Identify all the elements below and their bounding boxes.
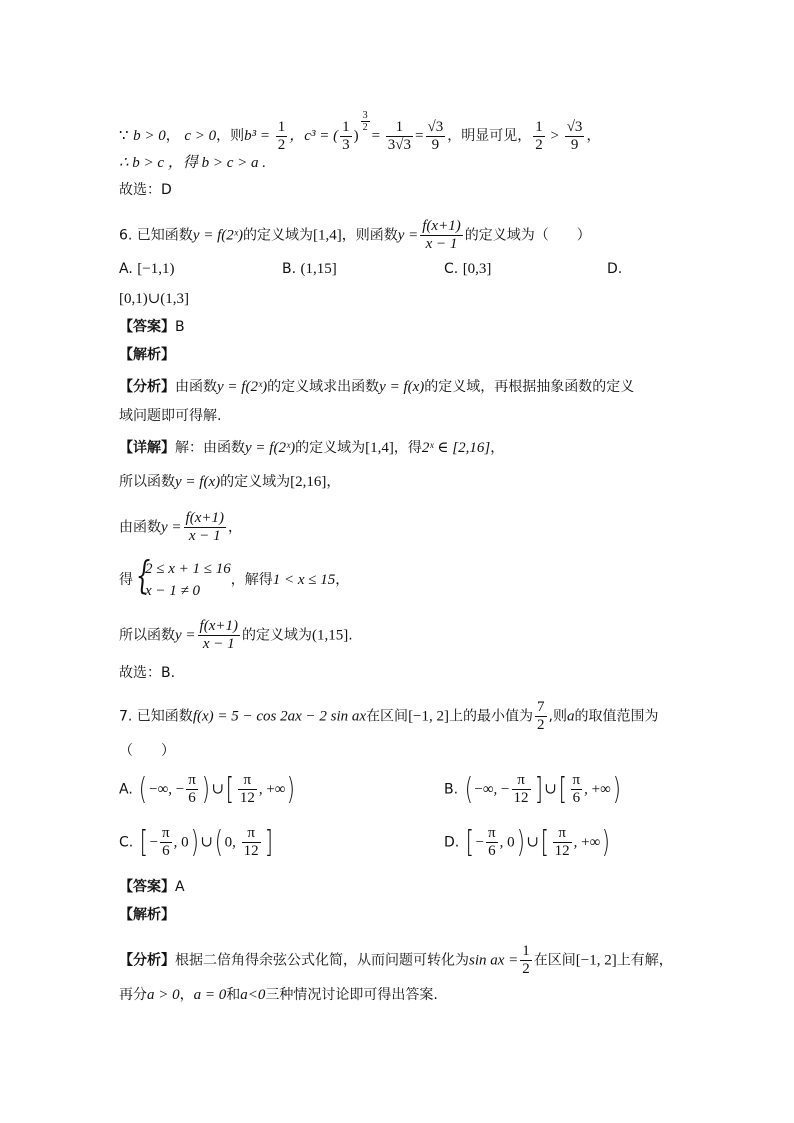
inequality-system: { 2 ≤ x + 1 ≤ 16 x − 1 ≠ 0	[133, 558, 231, 602]
fraction: $\frac{1}{2}$	[277, 118, 286, 153]
q6-final: 故选：B.	[119, 665, 176, 681]
q7-option-b: B. ( −∞, − $\frac{\pi}{12}$ ] ∪[ $\frac{\pi}{6}$ , +∞)	[444, 772, 621, 807]
q6-detail-line-2: 所以函数y = f(x)的定义域为[2,16]，	[119, 474, 341, 490]
q6-fenxi-line-2: 域问题即可得解.	[119, 408, 222, 424]
prev-solution-line-2: ∴ b > c ，得 b > c > a .	[119, 155, 266, 171]
q6-detail-line-4: 得 { 2 ≤ x + 1 ≤ 16 x − 1 ≠ 0 ，解得1 < x ≤ 15，	[119, 558, 349, 602]
fraction: $\frac{√3}{9}$	[427, 118, 444, 153]
q7-paren: （ ）	[119, 743, 175, 759]
fraction: $\frac{1}{2}$	[522, 943, 530, 977]
q7-fenxi-line-2: 再分a > 0，a = 0和a<0三种情况讨论即可得出答案.	[119, 987, 438, 1003]
q7-fenxi-line-1: 【分析】根据二倍角得余弦公式化简，从而问题可转化为sin ax = $\frac{1}{2}$ 在区间[−1, 2]上有解，	[119, 943, 673, 977]
q6-option-d-label: D.	[607, 261, 623, 277]
fraction: $\frac{f(x+1)}{x - 1}$	[422, 218, 461, 252]
q6-answer: 【答案】B	[119, 319, 185, 335]
fraction: $\frac{1}{2}$	[535, 118, 543, 153]
q6-fenxi-line-1: 【分析】由函数y = f(2ˣ)的定义域求出函数y = f(x)的定义域，再根据抽象函数的定义	[119, 379, 635, 395]
exponent-fraction: $\frac{3}{2}$	[362, 110, 368, 133]
fraction: $\frac{f(x+1)}{x - 1}$	[199, 618, 238, 652]
q7-stem: 7. 已知函数f(x) = 5 − cos 2ax − 2 sin ax在区间[−1, 2]上的最小值为 $\frac{7}{2}$ ,则a的取值范围为	[119, 699, 659, 733]
prev-solution-line-1: ∵ b > 0， c > 0，则b³ = $\frac{1}{2}$ ，c³ = ( $\frac{1}{3}$ ) $\frac{3}{2}$ = $\frac{1}{3√3}$ = $\frac{√3}{9}$ ，明显可见， $\frac{1}{2}$ > $\frac{√3}{9}$ ，	[119, 110, 601, 153]
q6-stem: 6. 已知函数y = f(2ˣ)的定义域为[1,4]，则函数y = $\frac{f(x+1)}{x - 1}$ 的定义域为（ ）	[119, 218, 591, 252]
q7-option-c: C. [ − $\frac{\pi}{6}$ , 0) ∪( 0, $\frac{\pi}{12}$ ]	[119, 825, 273, 860]
q6-analysis-heading: 【解析】	[119, 347, 175, 363]
fraction: $\frac{1}{3}$	[342, 118, 350, 153]
q6-detail-line-1: 【详解】解：由函数y = f(2ˣ)的定义域为[1,4]，得2ˣ ∈ [2,16]，	[119, 440, 505, 456]
fraction: $\frac{f(x+1)}{x - 1}$	[185, 510, 224, 544]
q6-detail-line-3: 由函数y = $\frac{f(x+1)}{x - 1}$ ，	[119, 510, 242, 544]
q7-answer: 【答案】A	[119, 879, 185, 895]
q7-option-a: A. ( −∞, − $\frac{\pi}{6}$ ) ∪[ $\frac{\pi}{12}$ , +∞)	[119, 772, 296, 807]
q6-option-c: C. [0,3]	[444, 261, 492, 277]
fraction: $\frac{√3}{9}$	[566, 118, 583, 153]
q6-option-a: A. [−1,1)	[119, 261, 175, 277]
q7-option-d: D. [ − $\frac{\pi}{6}$ , 0) ∪[ $\frac{\pi}{12}$ , +∞)	[444, 825, 611, 860]
q7-analysis-heading: 【解析】	[119, 907, 175, 923]
q6-detail-line-5: 所以函数y = $\frac{f(x+1)}{x - 1}$ 的定义域为(1,15].	[119, 618, 353, 652]
fraction: $\frac{7}{2}$	[537, 699, 545, 733]
q6-option-d-value: [0,1)∪(1,3]	[119, 291, 190, 307]
q6-option-b: B. (1,15]	[282, 261, 337, 277]
fraction: $\frac{1}{3√3}$	[387, 118, 412, 153]
prev-answer: 故选：D	[119, 182, 172, 198]
